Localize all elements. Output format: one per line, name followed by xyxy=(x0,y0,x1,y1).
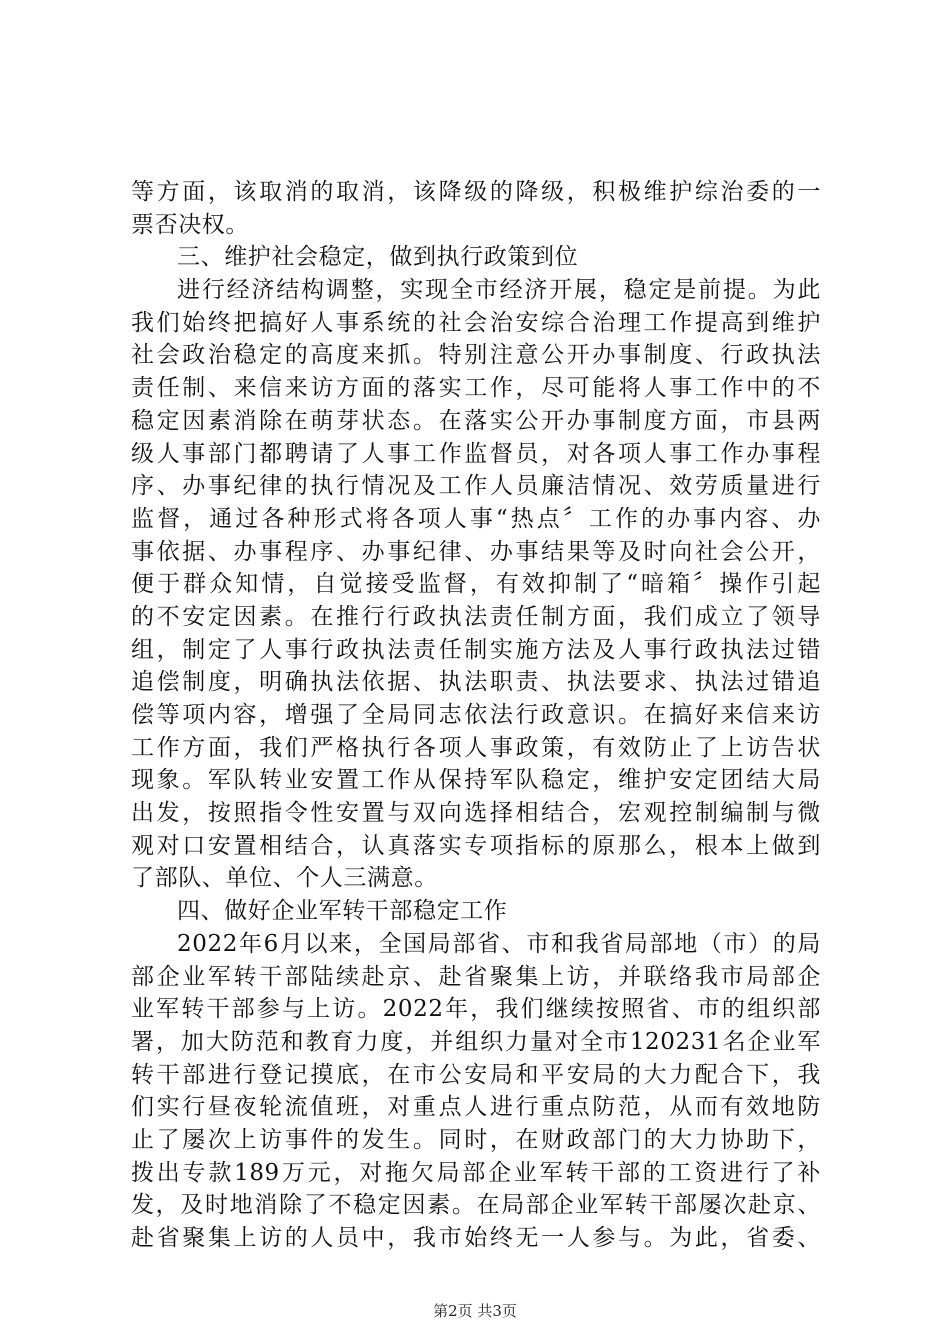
text-line: 们实行昼夜轮流值班，对重点人进行重点防范，从而有效地防 xyxy=(131,1094,821,1121)
text-line: 出发，按照指令性安置与双向选择相结合，宏观控制编制与微 xyxy=(131,800,821,827)
text-line: 票否决权。 xyxy=(131,211,249,238)
text-line: 现象。军队转业安置工作从保持军队稳定，维护安定团结大局 xyxy=(131,767,821,794)
text-line: 级人事部门都聘请了人事工作监督员，对各项人事工作办事程 xyxy=(131,440,821,467)
text-line: 偿等项内容，增强了全局同志依法行政意识。在搞好来信来访 xyxy=(131,702,821,728)
text-line: 等方面，该取消的取消，该降级的降级，积极维护综治委的一 xyxy=(131,179,821,205)
body-text xyxy=(131,176,821,1255)
text-line: 工作方面，我们严格执行各项人事政策，有效防止了上访告状 xyxy=(131,734,821,761)
text-line: 便于群众知情，自觉接受监督，有效抑制了“暗箱〞操作引起 xyxy=(131,571,821,598)
text-line: 进行经济结构调整，实现全市经济开展，稳定是前提。为此 xyxy=(177,277,821,304)
text-line: 责任制、来信来访方面的落实工作，尽可能将人事工作中的不 xyxy=(131,375,821,402)
text-line: 监督，通过各种形式将各项人事“热点〞工作的办事内容、办 xyxy=(131,505,821,532)
text-line: 了部队、单位、个人三满意。 xyxy=(131,865,438,892)
section-heading: 三、维护社会稳定，做到执行政策到位 xyxy=(177,244,579,271)
text-line: 追偿制度，明确执法依据、执法职责、执法要求、执法过错追 xyxy=(131,669,821,696)
text-line: 2022年6月以来，全国局部省、市和我省局部地（市）的局 xyxy=(177,930,821,957)
text-line: 社会政治稳定的高度来抓。特别注意公开办事制度、行政执法 xyxy=(131,342,821,369)
text-line: 发，及时地消除了不稳定因素。在局部企业军转干部屡次赴京、 xyxy=(131,1192,821,1219)
text-line: 部企业军转干部陆续赴京、赴省聚集上访，并联络我市局部企 xyxy=(131,963,821,990)
text-line: 署，加大防范和教育力度，并组织力量对全市120231名企业军 xyxy=(131,1028,821,1055)
section-heading: 四、做好企业军转干部稳定工作 xyxy=(177,898,508,925)
text-line: 稳定因素消除在萌芽状态。在落实公开办事制度方面，市县两 xyxy=(131,407,821,434)
text-line: 止了屡次上访事件的发生。同时，在财政部门的大力协助下， xyxy=(131,1126,821,1153)
text-line: 我们始终把搞好人事系统的社会治安综合治理工作提高到维护 xyxy=(131,309,821,336)
text-line: 观对口安置相结合，认真落实专项指标的原那么，根本上做到 xyxy=(131,832,821,859)
text-line: 事依据、办事程序、办事纪律、办事结果等及时向社会公开， xyxy=(131,538,821,565)
text-line: 组，制定了人事行政执法责任制实施方法及人事行政执法过错 xyxy=(131,636,821,663)
text-line: 拨出专款189万元，对拖欠局部企业军转干部的工资进行了补 xyxy=(131,1159,821,1186)
text-line: 赴省聚集上访的人员中，我市始终无一人参与。为此，省委、 xyxy=(131,1225,821,1251)
text-line: 转干部进行登记摸底，在市公安局和平安局的大力配合下，我 xyxy=(131,1061,821,1088)
text-line: 业军转干部参与上访。2022年，我们继续按照省、市的组织部 xyxy=(131,996,821,1023)
text-line: 序、办事纪律的执行情况及工作人员廉洁情况、效劳质量进行 xyxy=(131,473,821,500)
text-line: 的不安定因素。在推行行政执法责任制方面，我们成立了领导 xyxy=(131,603,821,630)
page-footer: 第2页 共3页 xyxy=(433,1302,517,1320)
